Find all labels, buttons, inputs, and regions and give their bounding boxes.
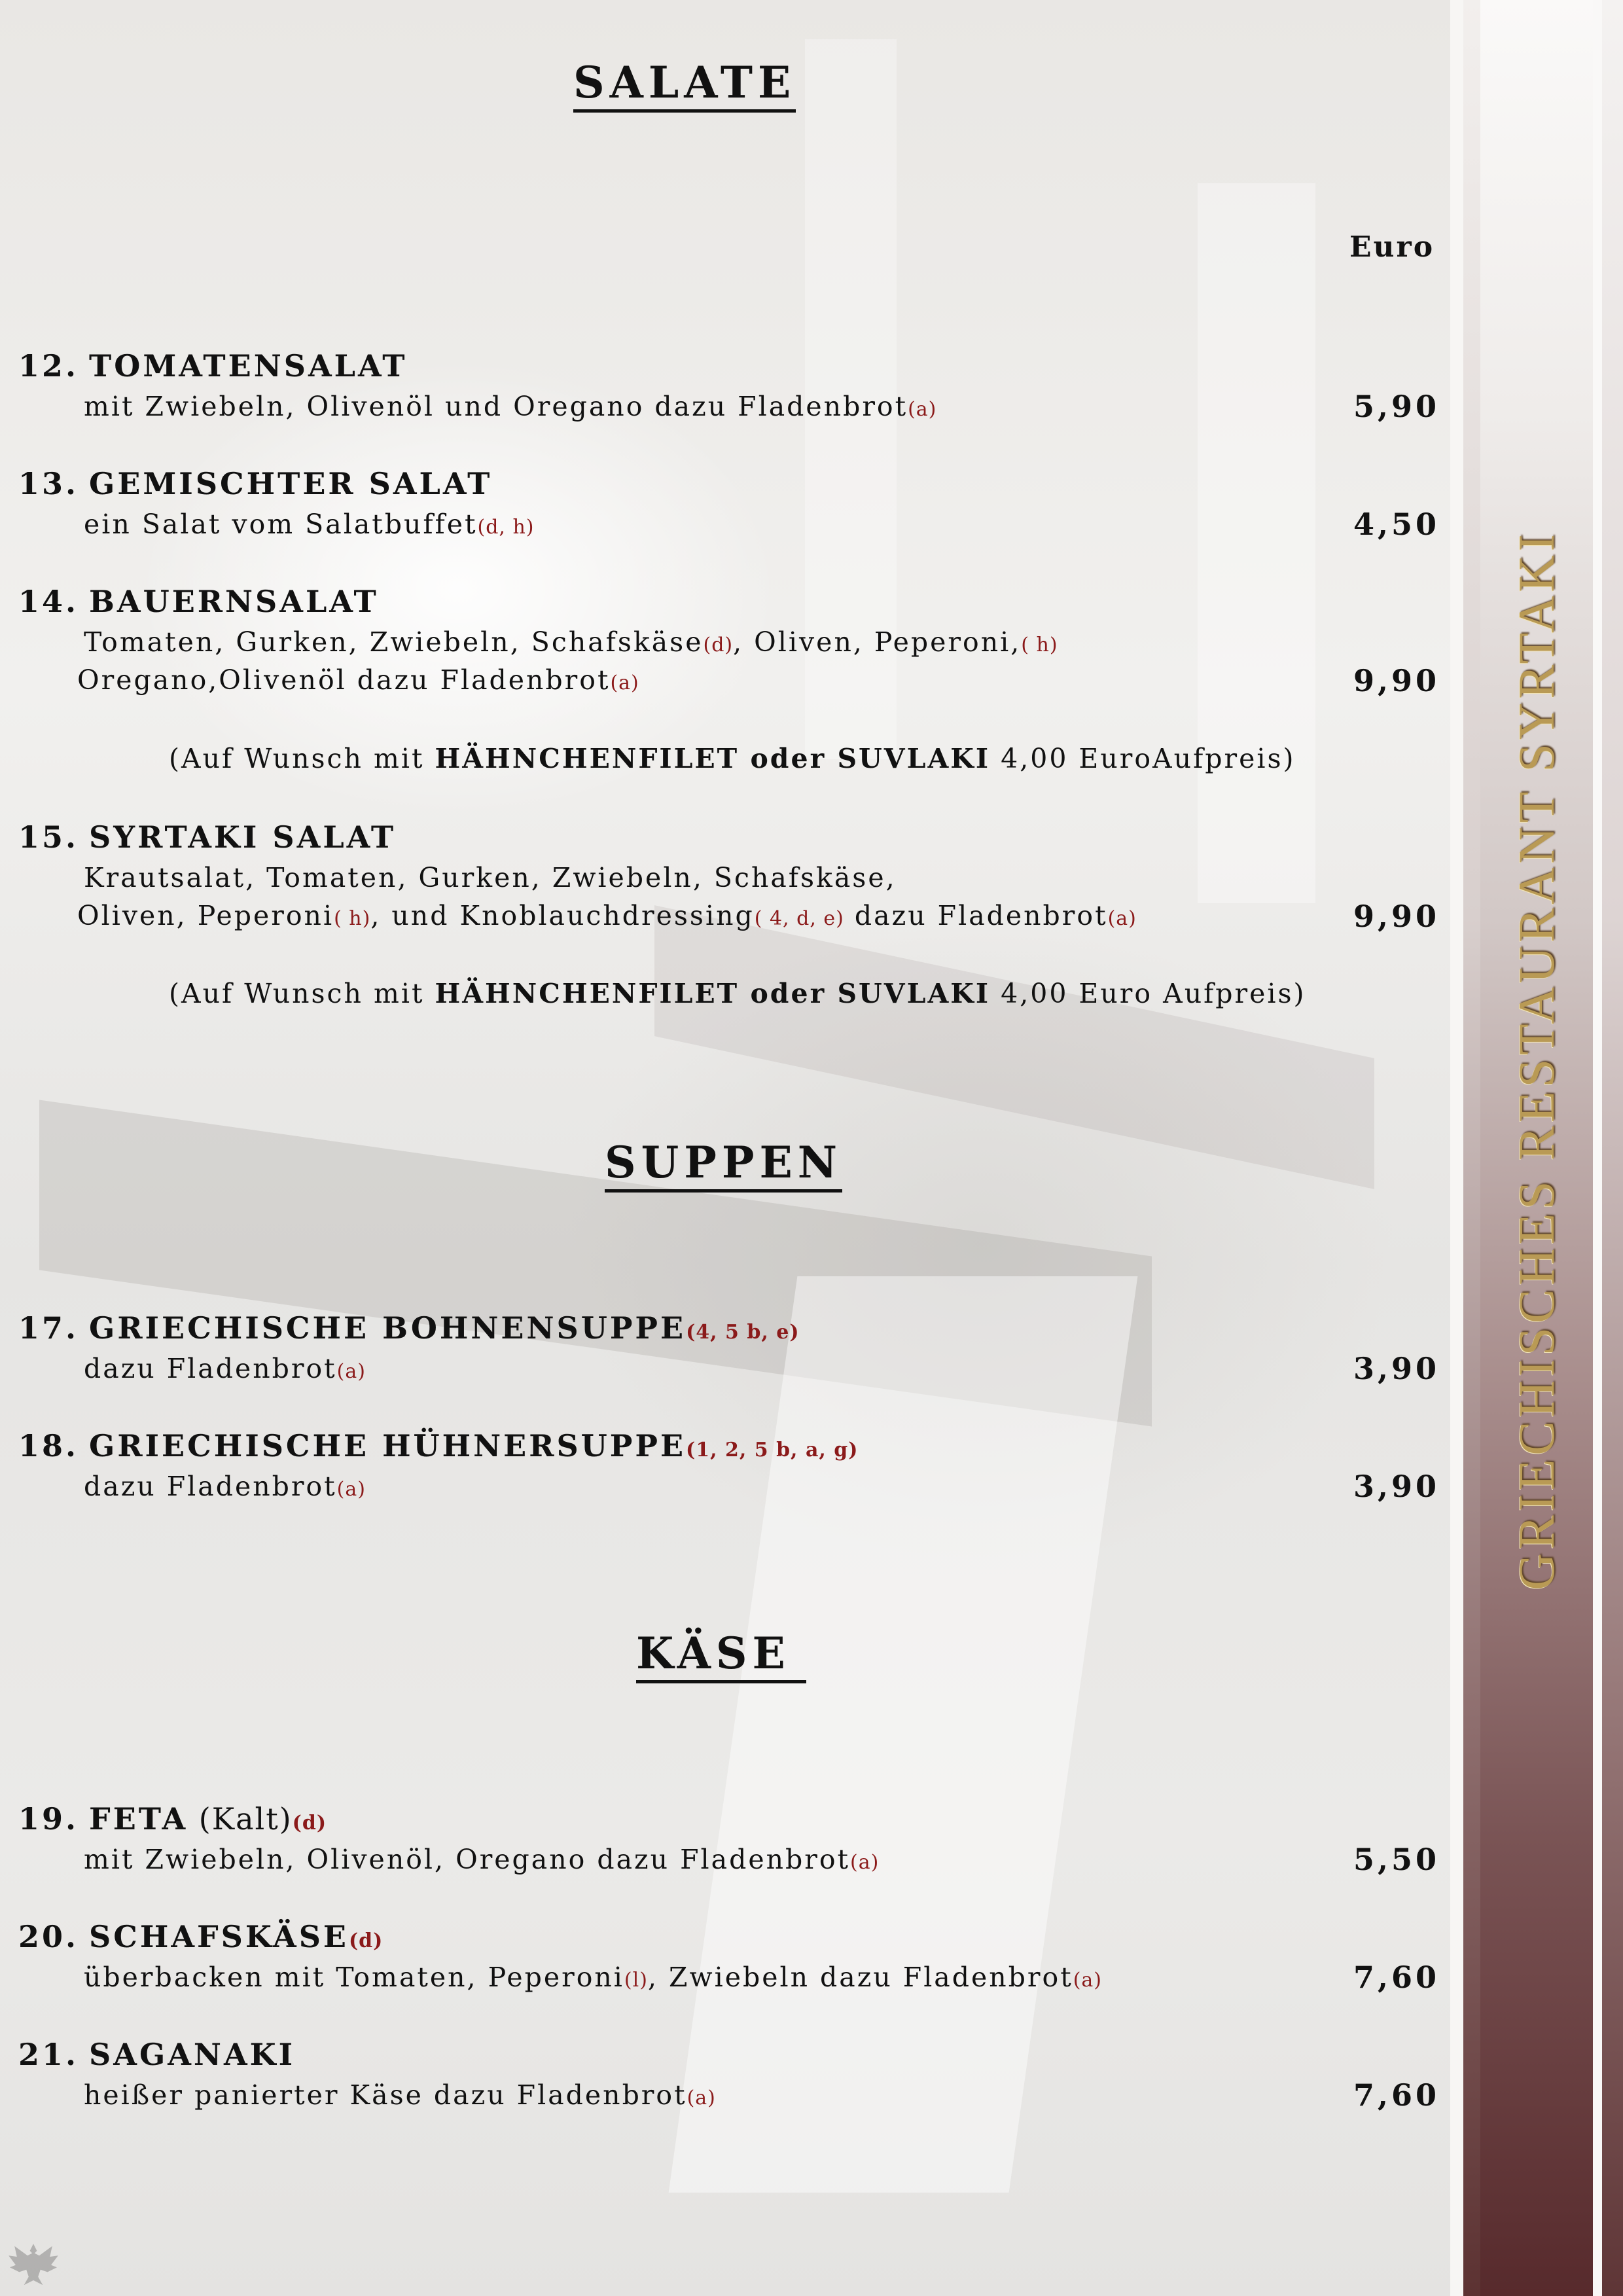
item-price: 5,50 [1353, 1842, 1440, 1877]
item-description [77, 664, 639, 696]
allergen-code: (d) [292, 1812, 327, 1835]
item-number: 14. [18, 584, 79, 619]
item-price: 7,60 [1353, 2077, 1440, 2113]
note-text: 4,00 EuroAufpreis) [990, 743, 1296, 774]
item-price: 3,90 [1353, 1351, 1440, 1386]
description-text: , und Knoblauchdressing [370, 900, 755, 931]
description-text: mit Zwiebeln, Olivenöl, Oregano dazu Fladenbrot [84, 1844, 851, 1875]
description-text: überbacken mit Tomaten, Peperoni [84, 1962, 624, 1993]
item-price: 9,90 [1353, 899, 1440, 934]
item-description [77, 900, 1137, 931]
item-description [84, 626, 1058, 658]
description-text: dazu Fladenbrot [84, 1353, 337, 1384]
menu-item-title [18, 348, 407, 384]
description-text: Krautsalat, Tomaten, Gurken, Zwiebeln, Schafskäse, [84, 862, 897, 893]
item-price: 3,90 [1353, 1469, 1440, 1504]
menu-item-title [18, 1310, 800, 1346]
description-text: ein Salat vom Salatbuffet [84, 509, 478, 540]
menu-item-title [18, 1428, 858, 1463]
description-text: heißer panierter Käse dazu Fladenbrot [84, 2079, 687, 2111]
menu-item-title [18, 1919, 383, 1954]
item-name: BAUERNSALAT [89, 584, 379, 619]
menu-item-title [18, 1801, 327, 1837]
item-description [84, 862, 897, 893]
decorative-band [1463, 0, 1480, 2296]
menu-item-title [18, 584, 379, 619]
item-description [84, 391, 936, 422]
item-price: 5,90 [1353, 389, 1440, 424]
note-text: (Auf Wunsch mit [169, 978, 435, 1009]
description-text: , Zwiebeln dazu Fladenbrot [647, 1962, 1073, 1993]
item-price: 7,60 [1353, 1960, 1440, 1995]
item-description [84, 1962, 1102, 1993]
menu-item-title [18, 819, 396, 855]
item-number: 20. [18, 1919, 79, 1954]
decorative-band [1450, 0, 1463, 2296]
currency-header: Euro [1349, 230, 1435, 264]
item-name-note: (Kalt) [188, 1801, 293, 1837]
description-text: Oregano,Olivenöl dazu Fladenbrot [77, 664, 611, 696]
allergen-code: (a) [610, 672, 639, 694]
allergen-code: (d) [348, 1929, 383, 1952]
allergen-code: (a) [336, 1360, 366, 1383]
allergen-code: (d) [703, 634, 734, 656]
note-highlight: HÄHNCHENFILET oder SUVLAKI [435, 978, 991, 1009]
allergen-code: ( h) [1021, 634, 1058, 656]
note-highlight: HÄHNCHENFILET oder SUVLAKI [435, 743, 991, 774]
description-text: dazu Fladenbrot [844, 900, 1108, 931]
item-description [84, 2079, 716, 2111]
description-text: , Oliven, Peperoni, [733, 626, 1022, 658]
item-number: 15. [18, 819, 79, 855]
allergen-code: (a) [1107, 907, 1137, 930]
allergen-code: (l) [624, 1969, 648, 1992]
allergen-code: ( 4, d, e) [754, 907, 844, 930]
section-title-kaese: KÄSE [636, 1631, 806, 1683]
item-note [169, 978, 1306, 1009]
item-price: 4,50 [1353, 507, 1440, 542]
item-number: 21. [18, 2037, 79, 2072]
allergen-code: (a) [850, 1851, 880, 1874]
item-number: 19. [18, 1801, 79, 1837]
item-name: GEMISCHTER SALAT [89, 466, 493, 501]
description-text: dazu Fladenbrot [84, 1471, 337, 1502]
item-name: SAGANAKI [89, 2037, 296, 2072]
item-description [84, 1471, 366, 1502]
allergen-code: (a) [1073, 1969, 1102, 1992]
allergen-code: (d, h) [477, 516, 535, 539]
item-name: GRIECHISCHE BOHNENSUPPE [89, 1310, 687, 1346]
decorative-band [1593, 0, 1602, 2296]
decorative-band [1602, 0, 1623, 2296]
item-description [84, 509, 535, 540]
allergen-code: (a) [908, 398, 937, 421]
menu-item-title [18, 2037, 295, 2072]
item-name: SYRTAKI SALAT [89, 819, 397, 855]
description-text: Oliven, Peperoni [77, 900, 334, 931]
menu-item-title [18, 466, 492, 501]
restaurant-name-vertical: GRIECHISCHES RESTAURANT SYRTAKI [1508, 530, 1565, 1590]
item-note [169, 743, 1296, 774]
item-price: 9,90 [1353, 663, 1440, 698]
item-name: GRIECHISCHE HÜHNERSUPPE [89, 1428, 687, 1463]
item-name: FETA [89, 1801, 188, 1837]
item-number: 17. [18, 1310, 79, 1346]
item-description [84, 1844, 879, 1875]
note-text: 4,00 Euro Aufpreis) [990, 978, 1306, 1009]
allergen-code: (4, 5 b, e) [686, 1321, 800, 1344]
item-number: 12. [18, 348, 79, 384]
section-title-salate: SALATE [573, 60, 796, 113]
description-text: mit Zwiebeln, Olivenöl und Oregano dazu Fladenbrot [84, 391, 908, 422]
item-name: TOMATENSALAT [89, 348, 408, 384]
section-title-suppen: SUPPEN [605, 1140, 842, 1193]
item-number: 18. [18, 1428, 79, 1463]
item-number: 13. [18, 466, 79, 501]
eagle-icon [4, 2233, 63, 2292]
description-text: Tomaten, Gurken, Zwiebeln, Schafskäse [84, 626, 704, 658]
allergen-code: (a) [687, 2087, 716, 2109]
note-text: (Auf Wunsch mit [169, 743, 435, 774]
allergen-code: ( h) [334, 907, 371, 930]
item-description [84, 1353, 366, 1384]
item-name: SCHAFSKÄSE [89, 1919, 349, 1954]
allergen-code: (a) [336, 1478, 366, 1501]
allergen-code: (1, 2, 5 b, a, g) [686, 1439, 859, 1462]
